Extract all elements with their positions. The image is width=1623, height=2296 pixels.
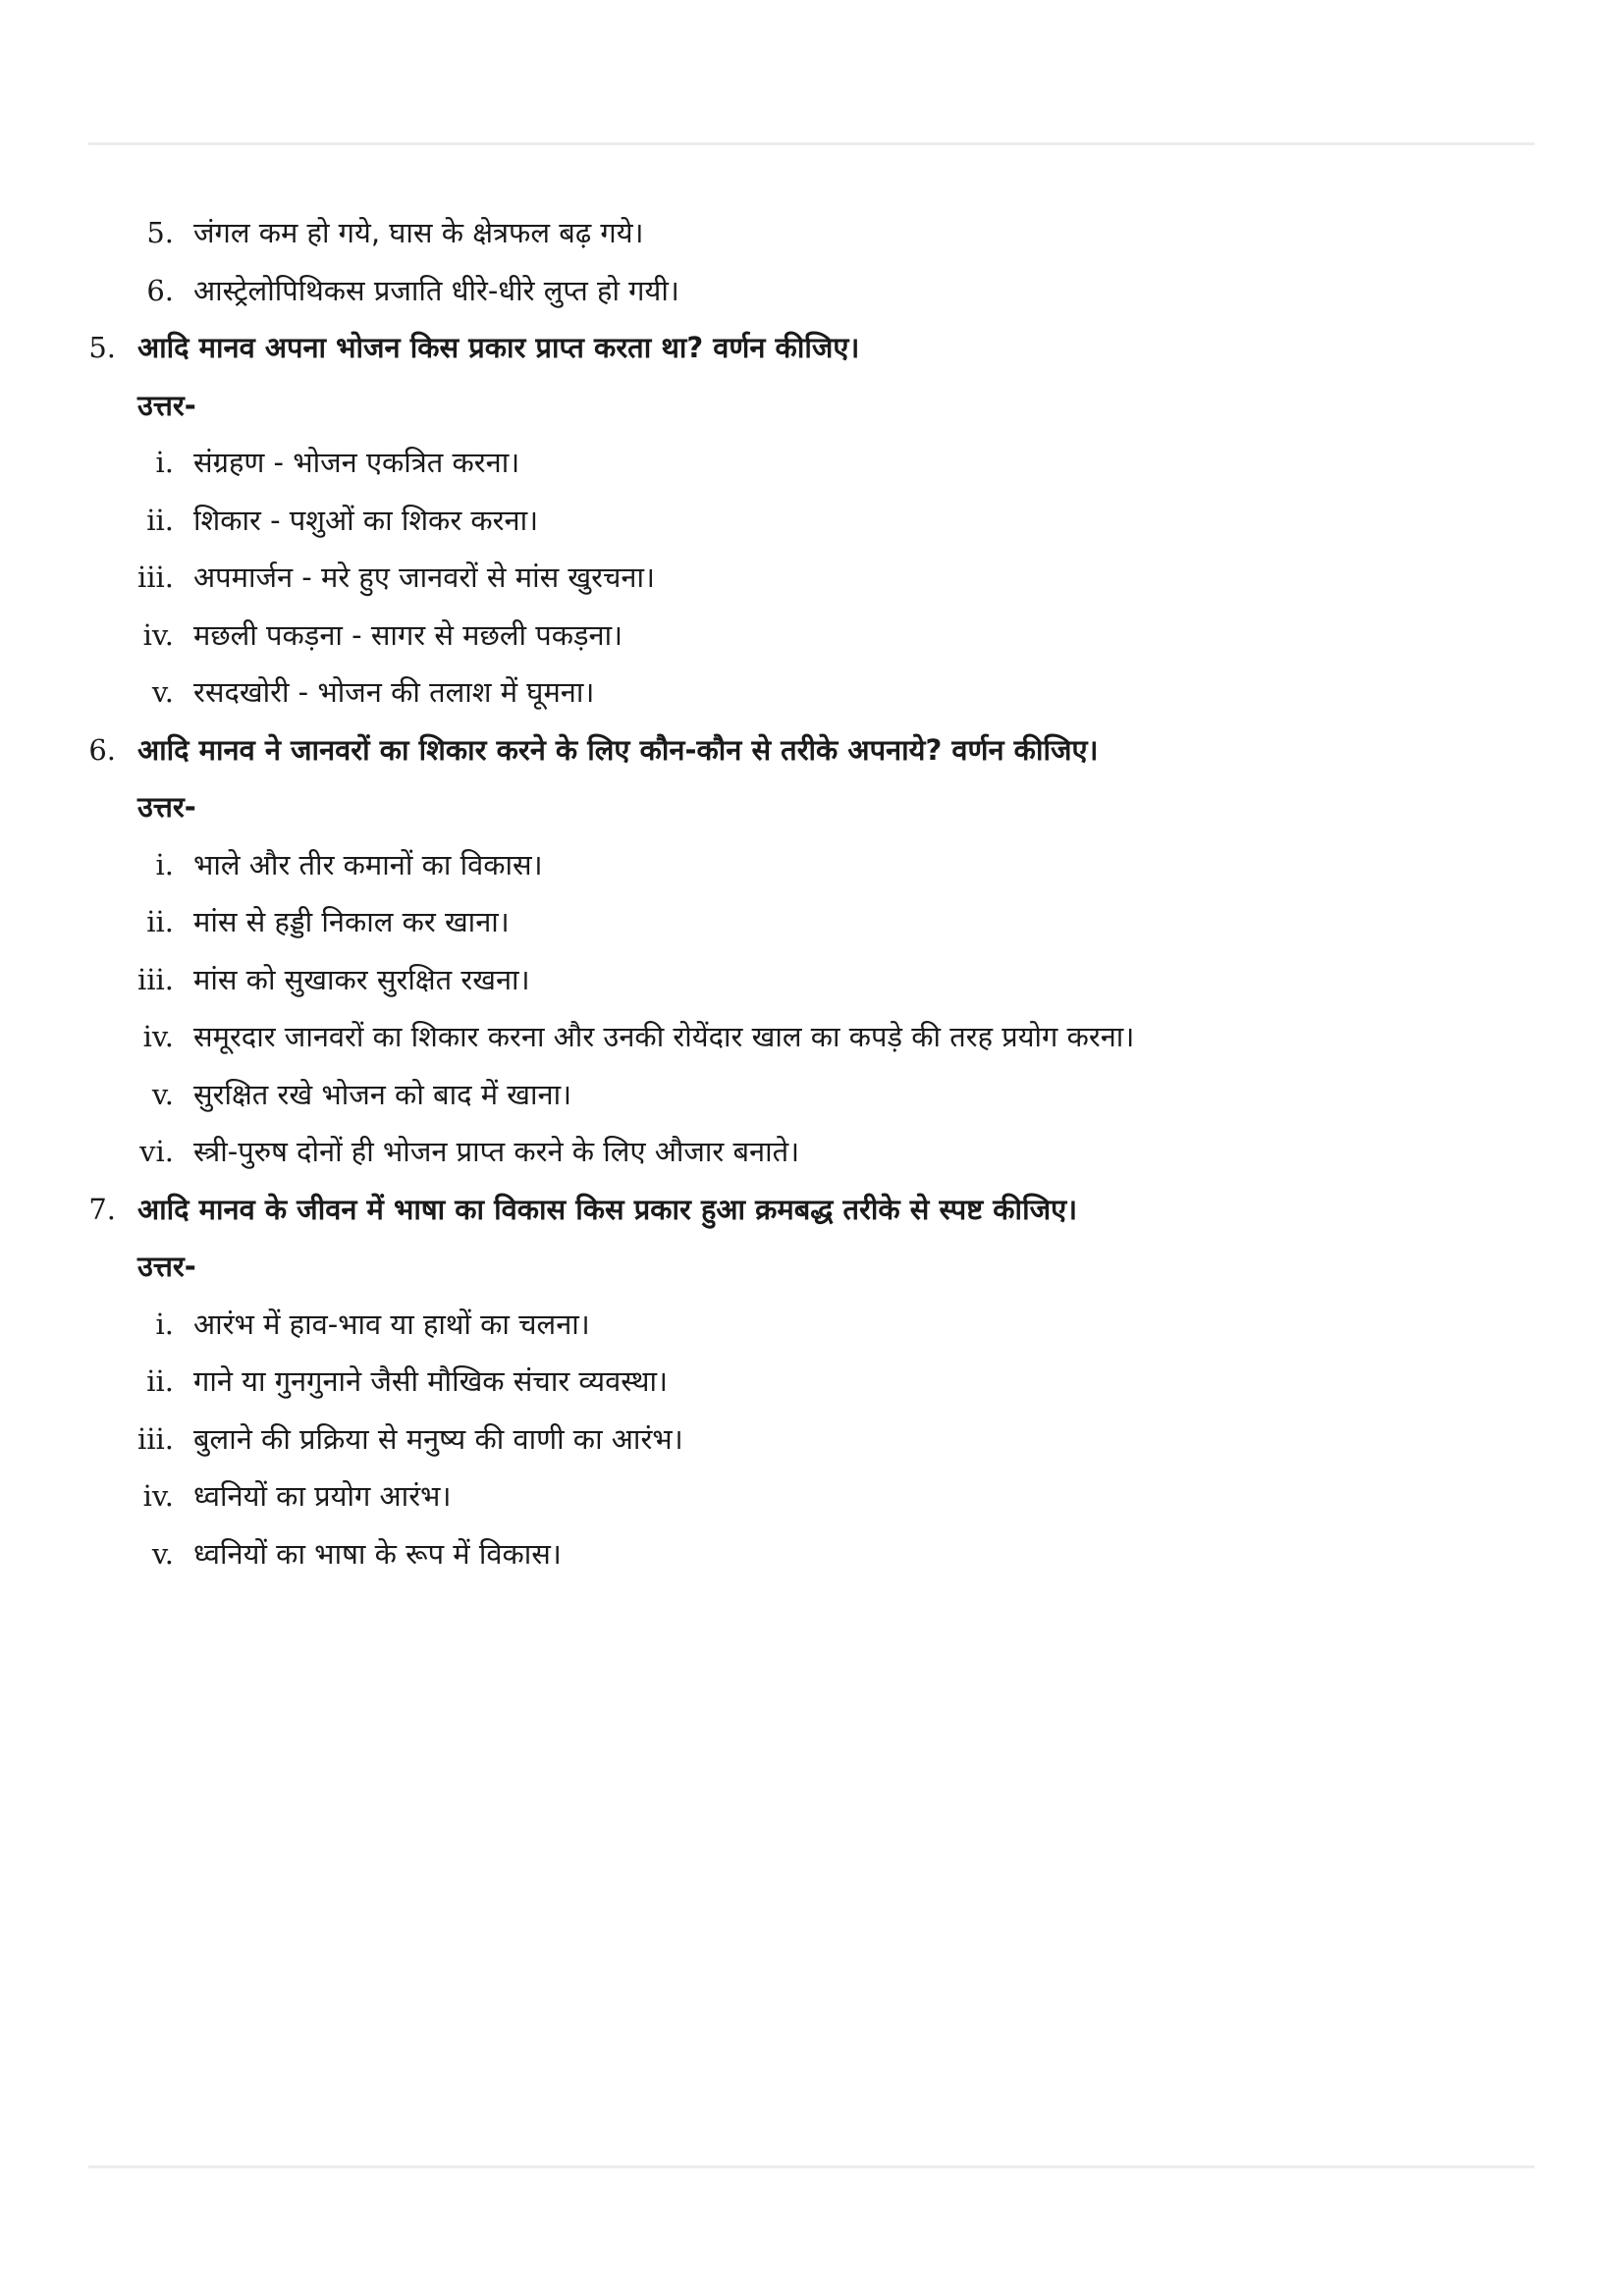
- list-text: गाने या गुनगुनाने जैसी मौखिक संचार व्यवस्था।: [193, 1364, 669, 1398]
- list-text: समूरदार जानवरों का शिकार करना और उनकी रोयेंदार खाल का कपड़े की तरह प्रयोग करना।: [193, 1020, 1135, 1053]
- list-number: v.: [151, 1536, 174, 1571]
- list-text: मांस से हड्डी निकाल कर खाना।: [193, 905, 510, 938]
- list-item: [0, 1353, 1623, 1411]
- list-item: [0, 836, 1623, 894]
- list-number: ii.: [146, 1364, 174, 1398]
- list-item: [0, 1066, 1623, 1124]
- header-divider: [88, 142, 1535, 145]
- list-text: आरंभ में हाव-भाव या हाथों का चलना।: [193, 1307, 590, 1341]
- list-number: v.: [151, 1077, 174, 1111]
- list-text: मछली पकड़ना - सागर से मछली पकड़ना।: [193, 617, 623, 652]
- list-number: iii.: [136, 1421, 174, 1456]
- list-item: [0, 664, 1623, 721]
- footer-divider: [88, 2165, 1535, 2168]
- list-number: iv.: [142, 1020, 174, 1053]
- list-number: iv.: [142, 1479, 174, 1513]
- list-item: [0, 1008, 1623, 1066]
- list-number: ii.: [146, 503, 174, 537]
- question-6: [0, 721, 1623, 779]
- question-7: [0, 1181, 1623, 1239]
- list-item: [0, 492, 1623, 550]
- list-item: [0, 549, 1623, 607]
- list-text: ध्वनियों का भाषा के रूप में विकास।: [193, 1536, 562, 1571]
- list-item: [0, 1123, 1623, 1181]
- question-text: आदि मानव के जीवन में भाषा का विकास किस प्रकार हुआ क्रमबद्ध तरीके से स्पष्ट कीजिए।: [137, 1192, 1078, 1226]
- page-content: [0, 204, 1623, 1582]
- question-number: 6.: [88, 732, 116, 767]
- question-number: 7.: [88, 1192, 116, 1226]
- answer-label: उत्तर-: [137, 790, 196, 824]
- list-number: vi.: [139, 1135, 174, 1168]
- list-number: 5.: [146, 216, 174, 249]
- list-text: मांस को सुखाकर सुरक्षित रखना।: [193, 962, 530, 996]
- list-number: ii.: [146, 905, 174, 938]
- list-item: [0, 262, 1623, 320]
- list-item: [0, 204, 1623, 262]
- list-number: i.: [155, 1307, 174, 1341]
- list-item: [0, 434, 1623, 492]
- list-number: v.: [151, 675, 174, 709]
- list-number: 6.: [146, 273, 174, 307]
- list-item: [0, 607, 1623, 665]
- question-number: 5.: [88, 331, 116, 364]
- list-text: बुलाने की प्रक्रिया से मनुष्य की वाणी का आरंभ।: [193, 1421, 683, 1456]
- list-text: ध्वनियों का प्रयोग आरंभ।: [193, 1479, 452, 1513]
- question-text: आदि मानव अपना भोजन किस प्रकार प्राप्त करता था? वर्णन कीजिए।: [137, 331, 860, 364]
- list-item: [0, 893, 1623, 951]
- list-text: आस्ट्रेलोपिथिकस प्रजाति धीरे-धीरे लुप्त हो गयी।: [193, 273, 679, 307]
- list-number: i.: [155, 847, 174, 881]
- list-text: अपमार्जन - मरे हुए जानवरों से मांस खुरचना।: [193, 561, 656, 594]
- list-item: [0, 951, 1623, 1009]
- list-text: रसदखोरी - भोजन की तलाश में घूमना।: [193, 675, 595, 709]
- list-text: संग्रहण - भोजन एकत्रित करना।: [193, 446, 520, 479]
- list-number: iii.: [136, 962, 174, 996]
- list-item: [0, 1468, 1623, 1525]
- answer-label: उत्तर-: [137, 1250, 196, 1283]
- list-number: iv.: [142, 617, 174, 652]
- list-text: भाले और तीर कमानों का विकास।: [193, 847, 543, 881]
- list-text: सुरक्षित रखे भोजन को बाद में खाना।: [193, 1077, 572, 1111]
- list-number: i.: [155, 446, 174, 479]
- question-5: [0, 319, 1623, 377]
- list-text: शिकार - पशुओं का शिकर करना।: [193, 503, 539, 537]
- list-text: जंगल कम हो गये, घास के क्षेत्रफल बढ़ गये।: [193, 216, 644, 249]
- list-number: iii.: [136, 561, 174, 594]
- list-item: [0, 1525, 1623, 1583]
- list-item: [0, 1296, 1623, 1354]
- answer-label: उत्तर-: [137, 388, 196, 422]
- list-item: [0, 1411, 1623, 1468]
- list-text: स्त्री-पुरुष दोनों ही भोजन प्राप्त करने के लिए औजार बनाते।: [193, 1135, 800, 1168]
- question-text: आदि मानव ने जानवरों का शिकार करने के लिए कौन-कौन से तरीके अपनाये? वर्णन कीजिए।: [137, 732, 1099, 767]
